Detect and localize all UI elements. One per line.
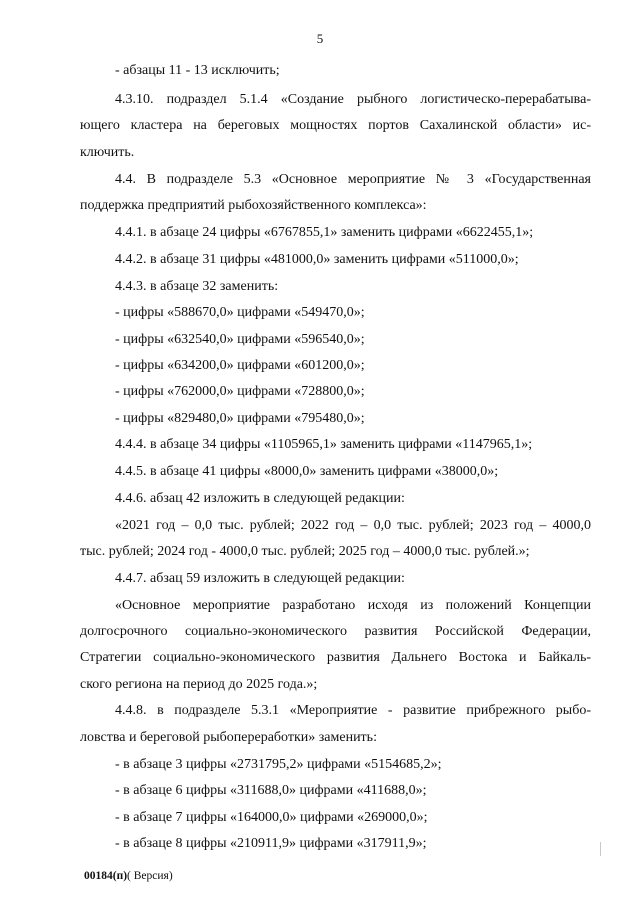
page-number: 5 (316, 31, 324, 46)
text-line: 4.4.2. в абзаце 31 цифры «481000,0» заменить цифрами «511000,0»; (115, 252, 519, 267)
text-line: «2021 год – 0,0 тыс. рублей; 2022 год – 0,0 тыс. рублей; 2023 год – 4000,0 (115, 518, 591, 533)
text-line: Стратегии социально-экономического развития Дальнего Востока и Байкаль- (80, 650, 591, 665)
text-line: - в абзаце 6 цифры «311688,0» цифрами «411688,0»; (115, 783, 427, 798)
text-line: - в абзаце 3 цифры «2731795,2» цифрами «5154685,2»; (115, 757, 442, 772)
text-line: - цифры «588670,0» цифрами «549470,0»; (115, 305, 365, 320)
text-line: - цифры «829480,0» цифрами «795480,0»; (115, 411, 365, 426)
text-line: ского региона на период до 2025 года.»; (80, 677, 318, 692)
footer-code: 00184(п) (84, 870, 128, 882)
scan-mark (600, 842, 601, 856)
text-line: - абзацы 11 - 13 исключить; (115, 63, 280, 78)
text-line: - в абзаце 8 цифры «210911,9» цифрами «317911,9»; (115, 836, 427, 851)
text-line: 4.3.10. подраздел 5.1.4 «Создание рыбного логистическо-перерабатыва- (115, 92, 591, 107)
text-line: ключить. (80, 145, 135, 160)
text-line: «Основное мероприятие разработано исходя из положений Концепции (115, 598, 591, 613)
text-line: 4.4.4. в абзаце 34 цифры «1105965,1» заменить цифрами «1147965,1»; (115, 437, 533, 452)
text-line: ющего кластера на береговых мощностях портов Сахалинской области» ис- (80, 118, 591, 133)
text-line: долгосрочного социально-экономического развития Российской Федерации, (80, 624, 591, 639)
text-line: ловства и береговой рыбопереработки» заменить: (80, 730, 377, 745)
text-line: 4.4.5. в абзаце 41 цифры «8000,0» заменить цифрами «38000,0»; (115, 464, 499, 479)
text-line: поддержка предприятий рыбохозяйственного комплекса»: (80, 198, 427, 213)
text-line: тыс. рублей; 2024 год - 4000,0 тыс. рублей; 2025 год – 4000,0 тыс. рублей.»; (80, 544, 530, 559)
text-line: 4.4.7. абзац 59 изложить в следующей редакции: (115, 571, 405, 586)
text-line: 4.4.3. в абзаце 32 заменить: (115, 279, 279, 294)
text-line: - цифры «632540,0» цифрами «596540,0»; (115, 332, 365, 347)
text-line: - цифры «634200,0» цифрами «601200,0»; (115, 358, 365, 373)
text-line: - цифры «762000,0» цифрами «728800,0»; (115, 384, 365, 399)
text-line: 4.4.1. в абзаце 24 цифры «6767855,1» заменить цифрами «6622455,1»; (115, 225, 534, 240)
text-line: 4.4.8. в подразделе 5.3.1 «Мероприятие - развитие прибрежного рыбо- (115, 703, 591, 718)
text-line: 4.4.6. абзац 42 изложить в следующей редакции: (115, 491, 405, 506)
footer-suffix: ( Версия) (127, 870, 173, 882)
footer-version (84, 870, 173, 882)
text-line: 4.4. В подразделе 5.3 «Основное мероприятие № 3 «Государственная (115, 172, 591, 187)
text-line: - в абзаце 7 цифры «164000,0» цифрами «269000,0»; (115, 810, 428, 825)
